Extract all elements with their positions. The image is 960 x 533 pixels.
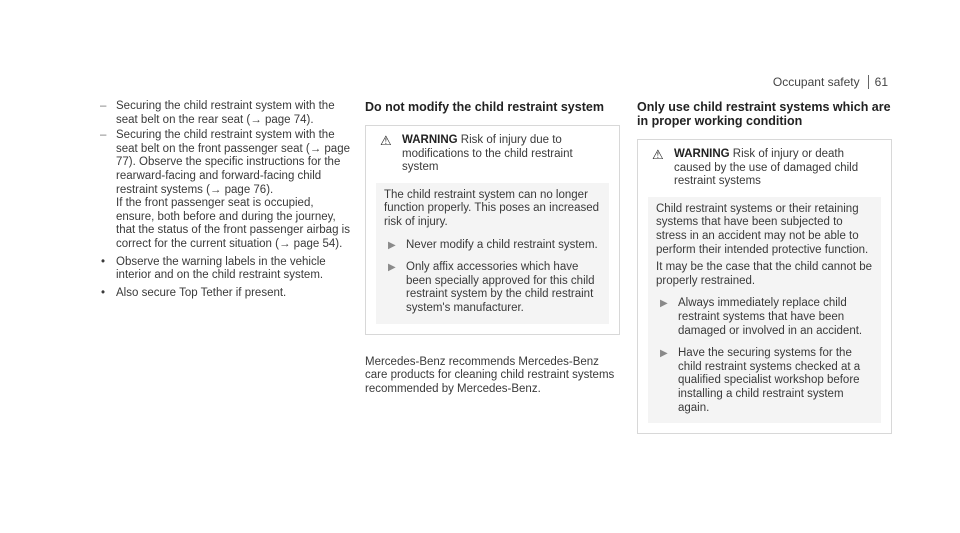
list-item-text: Securing the child restraint system with the seat belt on the front passenger seat (→ page 77). Observe the specific instructions for the rearward-facing and forward-facing child restraint systems (→ page 76). <box>116 129 350 196</box>
warning-box <box>637 139 892 434</box>
warning-header <box>376 134 609 175</box>
step-text: Never modify a child restraint system. <box>406 238 598 251</box>
list-item-text: Securing the child restraint system with the seat belt on the rear seat (→ page 74). <box>116 100 335 126</box>
bullet-marker: • <box>101 255 106 268</box>
instruction-step <box>656 347 873 415</box>
warning-body <box>376 183 609 324</box>
column-right <box>637 100 892 434</box>
step-arrow-icon: ▶ <box>388 239 396 251</box>
list-item-text: Observe the warning labels in the vehicle interior and on the child restraint system. <box>116 255 326 282</box>
body-paragraph: Mercedes-Benz recommends Mercedes-Benz care products for cleaning child restraint systems recommended by Mercedes-Benz. <box>365 355 615 395</box>
list-item-paragraph: If the front passenger seat is occupied, ensure, both before and during the journey, that the status of the front passenger airbag is correct for the current situation (→ page 54). <box>116 197 350 250</box>
page-header <box>773 75 888 89</box>
step-arrow-icon: ▶ <box>388 262 396 274</box>
warning-label: WARNING <box>402 134 458 146</box>
warning-body <box>648 197 881 423</box>
step-text: Only affix accessories which have been specially approved for this child restraint system by the child restraint system's manufacturer. <box>406 261 595 314</box>
instruction-step <box>384 261 601 315</box>
warning-text: The child restraint system can no longer function properly. This poses an increased risk of injury. <box>384 188 600 228</box>
column-left <box>100 100 355 300</box>
section-title: Occupant safety <box>772 75 860 89</box>
dash-marker: – <box>100 100 107 112</box>
bullet-marker: • <box>101 286 106 299</box>
step-arrow-icon: ▶ <box>660 298 668 310</box>
section-heading: Do not modify the child restraint system <box>365 100 604 114</box>
warning-triangle-icon: ⚠ <box>380 133 392 148</box>
warning-triangle-icon: ⚠ <box>652 147 664 162</box>
page-number: 61 <box>868 75 888 89</box>
warning-label: WARNING <box>674 148 730 160</box>
list-item <box>100 287 355 301</box>
step-arrow-icon: ▶ <box>660 348 668 360</box>
list-item <box>100 100 355 127</box>
instruction-step <box>656 297 873 338</box>
list-item <box>100 256 355 283</box>
list-item <box>100 129 355 251</box>
list-item-text: Also secure Top Tether if present. <box>116 286 287 299</box>
step-text: Always immediately replace child restraint systems that have been damaged or involved in an accident. <box>678 297 863 337</box>
warning-text: Child restraint systems or their retaining systems that have been subjected to stress in an accident may not be able to perform their intended protective function. <box>656 202 869 256</box>
step-text: Have the securing systems for the child restraint systems checked at a qualified specialist workshop before installing a child restraint system again. <box>678 347 861 414</box>
warning-title: Risk of injury due to modifications to the child restraint system <box>402 134 573 174</box>
section-heading: Only use child restraint systems which are in proper working condition <box>637 100 891 128</box>
warning-header <box>648 148 881 189</box>
warning-text: It may be the case that the child cannot be properly restrained. <box>656 261 873 287</box>
warning-title: Risk of injury or death caused by the use of damaged child restraint systems <box>674 148 859 188</box>
dash-marker: – <box>100 129 107 142</box>
instruction-step <box>384 239 601 253</box>
warning-box <box>365 125 620 335</box>
column-middle <box>365 100 620 400</box>
